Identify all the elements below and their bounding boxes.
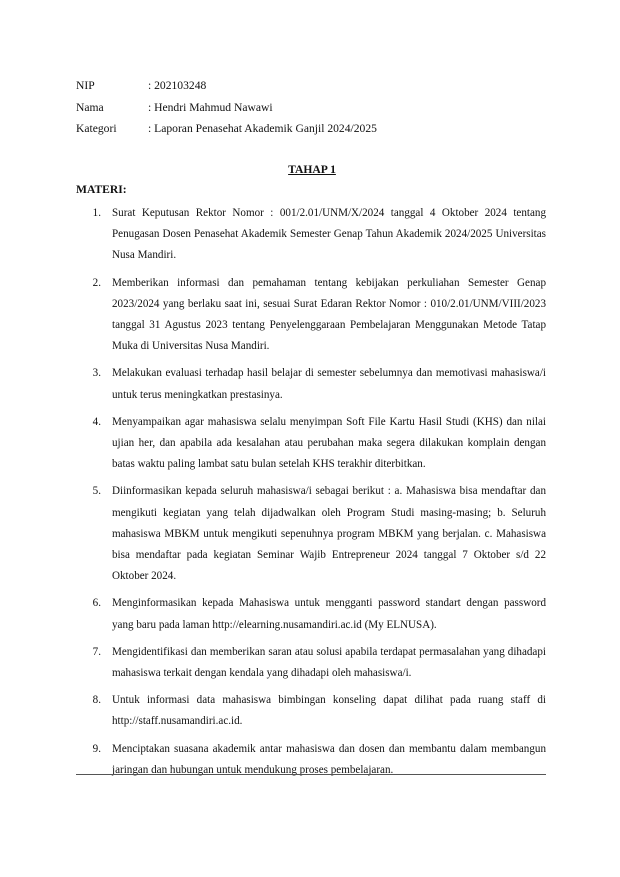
item-number: 7. bbox=[92, 645, 101, 658]
nip-row bbox=[76, 75, 377, 97]
list-item bbox=[76, 412, 546, 476]
list-item bbox=[76, 363, 546, 405]
item-text: Menyampaikan agar mahasiswa selalu menyimpan Soft File Kartu Hasil Studi (KHS) dan nilai ujian her, dan apabila ada kesalahan atau perubahan maka segera dilakukan komplain dengan batas waktu paling lambat satu bulan setelah KHS terakhir diterbitkan. bbox=[112, 415, 546, 471]
item-number: 9. bbox=[92, 742, 101, 755]
item-text: Diinformasikan kepada seluruh mahasiswa/i sebagai berikut : a. Mahasiswa bisa mendaftar dan mengikuti kegiatan yang telah dijadwalkan oleh Program Studi masing-masing; b. Seluruh mahasiswa MBKM untuk mengikuti sepenuhnya program MBKM yang berjalan. c. Mahasiswa bisa mendaftar pada kegiatan Seminar Wajib Entrepreneur 2024 tanggal 7 Oktober s/d 22 Oktober 2024. bbox=[112, 485, 546, 583]
item-number: 2. bbox=[92, 276, 101, 289]
stage-title-wrapper bbox=[0, 162, 620, 178]
item-text: Untuk informasi data mahasiswa bimbingan konseling dapat dilihat pada ruang staff di http://staff.nusamandiri.ac.id. bbox=[112, 694, 546, 728]
nama-row bbox=[76, 97, 377, 119]
item-text: Menciptakan suasana akademik antar mahasiswa dan dosen dan membantu dalam membangun jaringan dan hubungan untuk mendukung proses pembelajaran. bbox=[112, 742, 546, 776]
nip-value: : 202103248 bbox=[148, 79, 207, 92]
nama-value: : Hendri Mahmud Nawawi bbox=[148, 100, 273, 114]
item-number: 8. bbox=[92, 694, 101, 707]
list-item bbox=[76, 593, 546, 635]
item-number: 4. bbox=[92, 415, 101, 428]
item-number: 3. bbox=[92, 367, 101, 380]
footer-divider bbox=[76, 774, 546, 775]
item-text: Menginformasikan kepada Mahasiswa untuk mengganti password standart dengan password yang baru pada laman http://elearning.nusamandiri.ac.id (My ELNUSA). bbox=[112, 597, 546, 631]
item-number: 5. bbox=[92, 485, 101, 498]
item-text: Mengidentifikasi dan memberikan saran atau solusi apabila terdapat permasalahan yang dihadapi mahasiswa terkait dengan kendala yang dihadapi oleh mahasiswa/i. bbox=[112, 645, 546, 680]
item-text: Memberikan informasi dan pemahaman tentang kebijakan perkuliahan Semester Genap 2023/2024 yang berlaku saat ini, sesuai Surat Edaran Rektor Nomor : 010/2.01/UNM/VIII/2023 tanggal 31 Agustus 2023 tentang Penyelenggaraan Pembelajaran Menggunakan Metode Tatap Muka di Universitas Nusa Mandiri. bbox=[112, 276, 546, 353]
materi-heading: MATERI: bbox=[76, 183, 127, 196]
kategori-value: : Laporan Penasehat Akademik Ganjil 2024/2025 bbox=[148, 122, 377, 135]
item-text: Surat Keputusan Rektor Nomor : 001/2.01/UNM/X/2024 tanggal 4 Oktober 2024 tentang Penugasan Dosen Penasehat Akademik Semester Genap Tahun Akademik 2024/2025 Universitas Nusa Mandiri. bbox=[112, 207, 546, 262]
list-item bbox=[76, 203, 546, 267]
nama-label: Nama bbox=[76, 100, 104, 114]
list-item bbox=[76, 481, 546, 587]
nip-label: NIP bbox=[76, 79, 95, 92]
stage-title: TAHAP 1 bbox=[288, 163, 336, 176]
kategori-row bbox=[76, 118, 377, 140]
item-number: 6. bbox=[92, 597, 101, 610]
materi-list bbox=[76, 203, 546, 787]
list-item bbox=[76, 273, 546, 358]
list-item bbox=[76, 642, 546, 684]
kategori-label: Kategori bbox=[76, 122, 117, 135]
list-item bbox=[76, 690, 546, 732]
identity-block bbox=[76, 75, 377, 140]
item-text: Melakukan evaluasi terhadap hasil belajar di semester sebelumnya dan memotivasi mahasiswa/i untuk terus meningkatkan prestasinya. bbox=[112, 367, 546, 401]
item-number: 1. bbox=[92, 207, 101, 219]
